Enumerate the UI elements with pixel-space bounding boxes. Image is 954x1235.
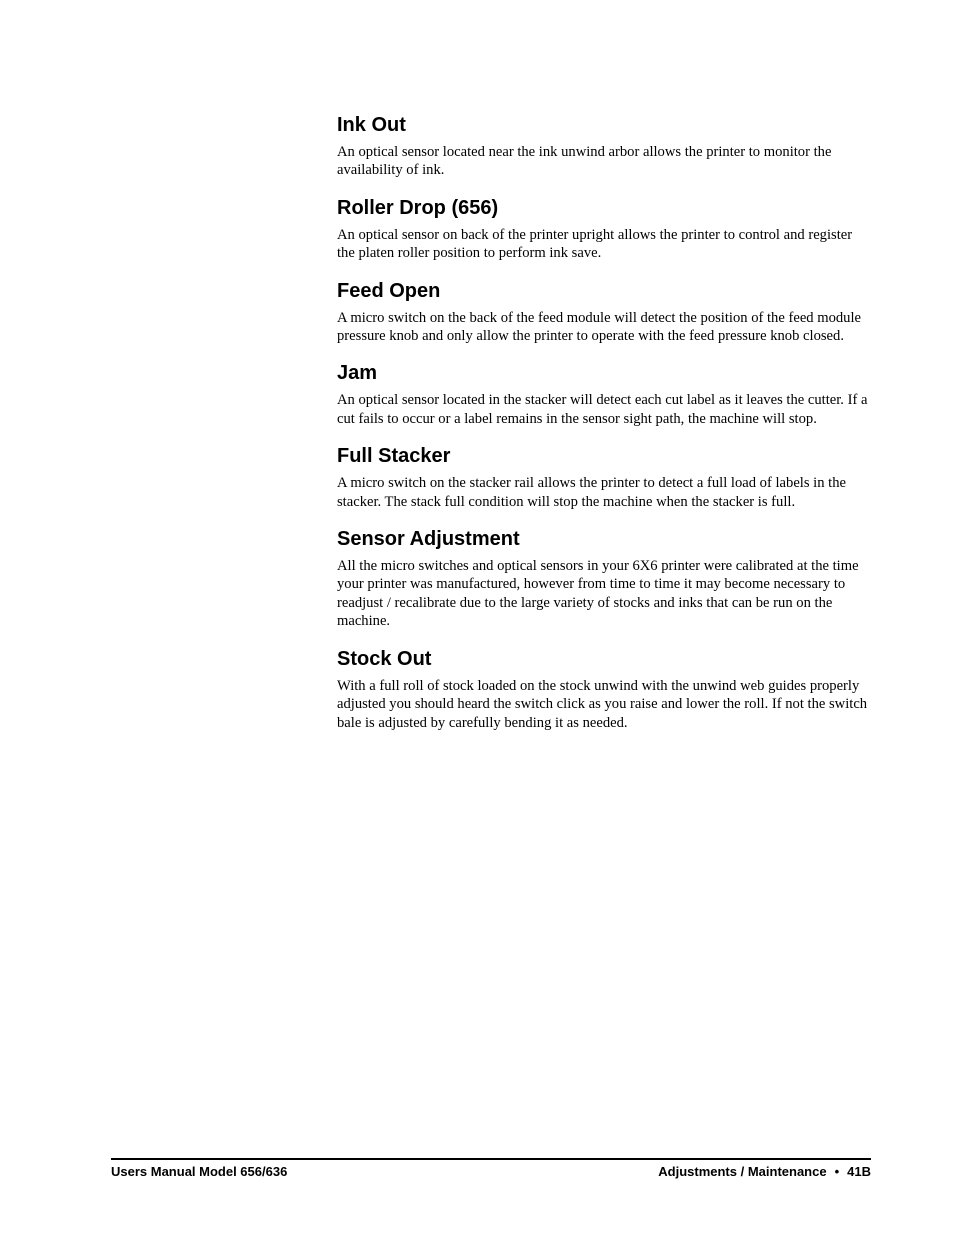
section-sensor-adjustment [337,526,869,631]
section-heading: Roller Drop (656) [337,196,499,219]
section-heading: Stock Out [337,647,432,670]
section-ink-out [337,112,869,180]
section-body: A micro switch on the stacker rail allows the printer to detect a full load of labels in the stacker. The stack full condition will stop the machine when the stacker is full. [337,475,847,510]
section-body: With a full roll of stock loaded on the stock unwind with the unwind web guides properly adjusted you should heard the switch click as you raise and lower the roll. If not the switch bale is adjusted by carefully bending it as needed. [337,677,868,731]
footer-page-info [658,1164,871,1180]
footer-page-number: 41B [847,1164,871,1179]
footer-bullet: • [834,1164,840,1179]
section-body: An optical sensor on back of the printer upright allows the printer to control and register the platen roller position to perform ink save. [337,226,853,262]
section-heading: Feed Open [337,279,441,302]
section-heading: Ink Out [337,114,406,136]
section-body: An optical sensor located in the stacker will detect each cut label as it leaves the cutter. If a cut fails to occur or a label remains in the sensor sight path, the machine will stop. [337,392,868,427]
section-roller-drop [337,195,869,263]
section-feed-open [337,278,869,346]
footer-section-name: Adjustments / Maintenance [658,1164,827,1179]
section-body: An optical sensor located near the ink unwind arbor allows the printer to monitor the availability of ink. [337,144,832,179]
section-jam [337,360,869,428]
section-full-stacker [337,443,869,511]
main-content [337,112,869,747]
section-heading: Sensor Adjustment [337,528,520,551]
section-heading: Jam [337,362,378,385]
section-body: All the micro switches and optical sensors in your 6X6 printer were calibrated at the time your printer was manufactured, however from time to time it may become necessary to readjust / recalibrate due to the large variety of stocks and inks that can be run on the machine. [337,558,859,630]
page-footer [111,1158,871,1180]
footer-manual-title: Users Manual Model 656/636 [111,1164,288,1179]
section-stock-out [337,646,869,732]
section-heading: Full Stacker [337,445,451,468]
section-body: A micro switch on the back of the feed module will detect the position of the feed module pressure knob and only allow the printer to operate with the feed pressure knob closed. [337,309,862,345]
